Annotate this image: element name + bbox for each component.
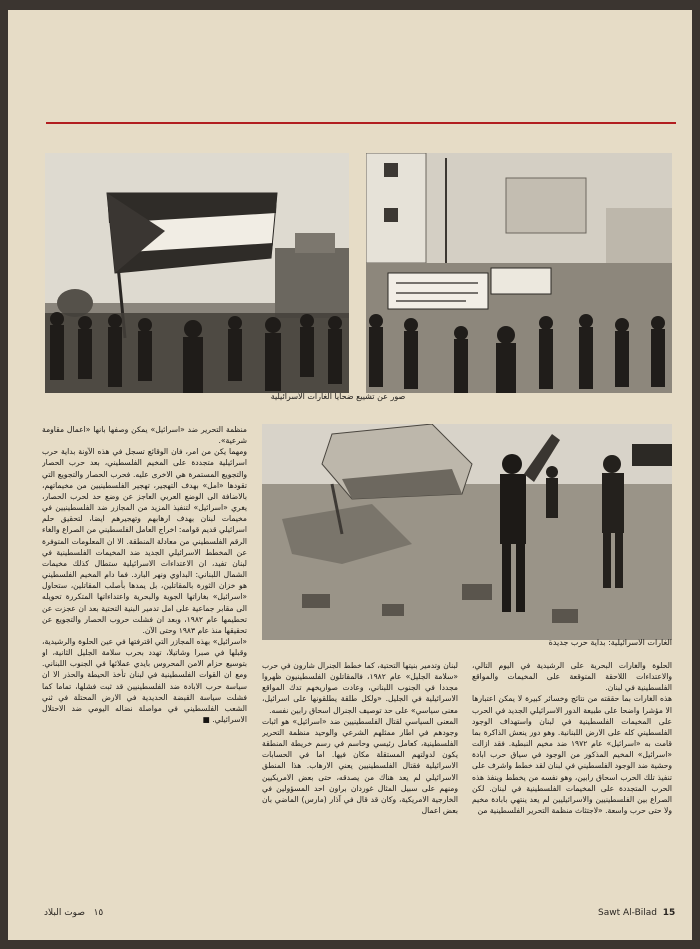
paragraph: هذه الغارات بما حققته من نتائج وخسائر كبيرة لا يمكن اعتبارها الا مؤشرا واضحا على طبيعة الدور الاسرائيلي الجديد في الحرب على المخيمات الفلسطينية في لبنان واستهداف الوجود الفلسطيني كله على الارض اللبنانية. وهو دور ينعش الذاكرة بما قامت به «اسرائيل» عام ١٩٧٢ ضد مخيم النبطية. فقد ازالت «اسرائيل» المخيم المذكور من الوجود في سياق حرب ابادة وحشية ضد الوجود الفلسطيني في لبنان لقد خطط واشرف على تنفيذ تلك الحرب اسحاق رابين، وهو نفسه من يخطط وينفذ هذه الحرب المتجددة على المخيمات الفلسطينية في لبنان. لكن الصراع بين الفلسطينيين والاسرائيليين لم يعد ينتهي بابادة مخيم ولا حتى حرب واسعة. «لاجتثاث منظمة التحرير الفلسطينية من	[472, 694, 672, 816]
article-column-right	[472, 660, 672, 900]
paragraph: ومهما يكن من امر، فان الوقائع تسجل في هذه الآونة بداية حرب اسرائيلية متجددة على المخيم الفلسطيني، بعد حرب الحصار والتجويع المستمرة هي الاخرى عليه. فحرب الحصار والتجويع التي تقودها «امل» بهدف التهجير، تهجير الفلسطينيين من مخيماتهم، بالاضافة الى الوضع العربي العاجز عن وضع حد لحرب الحصار، يغري «اسرائيل» لتنفيذ المزيد من المجازر ضد الفلسطينيين في مخيمات لبنان بهدف ارهابهم وتهجيرهم ايضا، لتحقيق حلم اسرائيلي قديم قوامه: اخراج العامل الفلسطيني من الصراع والغاء الرقم الفلسطيني من معادلة المنطقة. الا ان المعلومات المتوفرة عن المخطط الاسرائيلي الجديد ضد المخيمات الفلسطينية في لبنان تفيد، ان الاعتداءات الاسرائيلية ستطال كذلك مخيمات الشمال اللبناني: البداوي ونهر البارد. فما دام المخيم الفلسطيني هو خزان الثورة بالمقاتلين، بل يمدها بأصلب المقاتلين، ستحاول «اسرائيل» بغاراتها الجوية والبحرية واعتداءاتها المتكررة تحويله الى مقابر جماعية على امل تدمير البنية التحتية بعد ان عجزت عن تحطيمها عام ١٩٨٢، وبعد ان فشلت حروب الحصار والتجويع عن تحقيقها منذ عام ١٩٨٣ وحتى الآن.	[42, 447, 247, 635]
photo-funeral-procession-street	[366, 153, 672, 393]
footer-magazine-name-arabic: صوت البلاد	[44, 908, 85, 918]
footer-left	[44, 908, 103, 918]
procession-illustration	[366, 153, 672, 393]
paragraph: الحلوة والغارات البحرية على الرشيدية في اليوم التالي، والاعتداءات اللاحقة المتوقعة على المخيمات والمواقع الفلسطينية في لبنان.	[472, 661, 672, 693]
paragraph: لبنان وتدمير بنيتها التحتية، كما خطط الجنرال شارون في حرب «سلامة الجليل» عام ١٩٨٢، فالمقاتلون الفلسطينيون ظهروا مجددا في الجنوب اللبناني، وعادت صواريخهم تدك المواقع الاسرائيلية في الجليل. «ولكل طلقة يطلقونها على اسرائيل، معنى سياسي» على حد توصيف الجنرال اسحاق رابين نفسه.	[262, 661, 458, 715]
ruins-photo-caption: الغارات الاسرائيلية: بداية حرب جديدة	[548, 638, 672, 647]
top-photos-caption: صور عن تشييع ضحايا الغارات الاسرائيلية	[270, 392, 406, 401]
footer-page-number-arabic: ١٥	[93, 908, 104, 918]
flag-march-illustration	[45, 153, 349, 393]
footer-magazine-name-latin: Sawt Al-Bilad	[598, 908, 657, 918]
footer-page-number: 15	[662, 908, 676, 918]
red-header-rule	[46, 122, 676, 124]
photo-raid-ruins	[262, 424, 672, 640]
paragraph: منظمة التحرير ضد «اسرائيل» يمكن وصفها بانها «اعمال مقاومة شرعية».	[42, 425, 247, 446]
footer-right	[598, 908, 675, 918]
ruins-illustration	[262, 424, 672, 640]
article-column-middle	[262, 660, 458, 900]
paragraph: «اسرائيل» بهذه المجازر التي اقترفتها في عين الحلوة والرشيدية، وقبلها في صبرا وشاتيلا، تهدد بحرب سلامة الجليل الثانية، او بتوسيع حزام الامن المحروس بايدي عملائها في الجنوب اللبناني. ومع ان القوات الفلسطينية في لبنان تأخذ الحيطة والحذر الا ان سياسة حرب الابادة ضد الفلسطينيين قد ثبت فشلها، تماما كما فشلت سياسة القبضة الحديدية في الارض المحتلة في ثني الشعب الفلسطيني في مواصلة نضاله اليومي ضد الاحتلال الاسرائيلي. ■	[42, 636, 247, 725]
magazine-page	[8, 10, 692, 940]
photo-funeral-march-flag	[45, 153, 349, 393]
paragraph: المعنى السياسي لقتال الفلسطينيين ضد «اسرائيل» هو اثبات وجودهم في اطار ممثلهم الشرعي والوحيد منظمة التحرير الفلسطينية، كعامل رئيسي وحاسم في رسم خريطة المنطقة يكون لدولتهم المستقلة مكان فيها. اما في الحسابات الاسرائيلية فقتال الفلسطينيين يعني الارهاب. هذا المنطق الاسرائيلي لم يعد هناك من يصدقه، حتى بعض الامريكيين ومنهم على سبيل المثال غوردان براون احد المسؤولين في الخارجية الامريكية، وكان قد قال في آذار (مارس) الماضي بان بعض اعمال	[262, 716, 458, 816]
article-column-left	[42, 424, 247, 898]
